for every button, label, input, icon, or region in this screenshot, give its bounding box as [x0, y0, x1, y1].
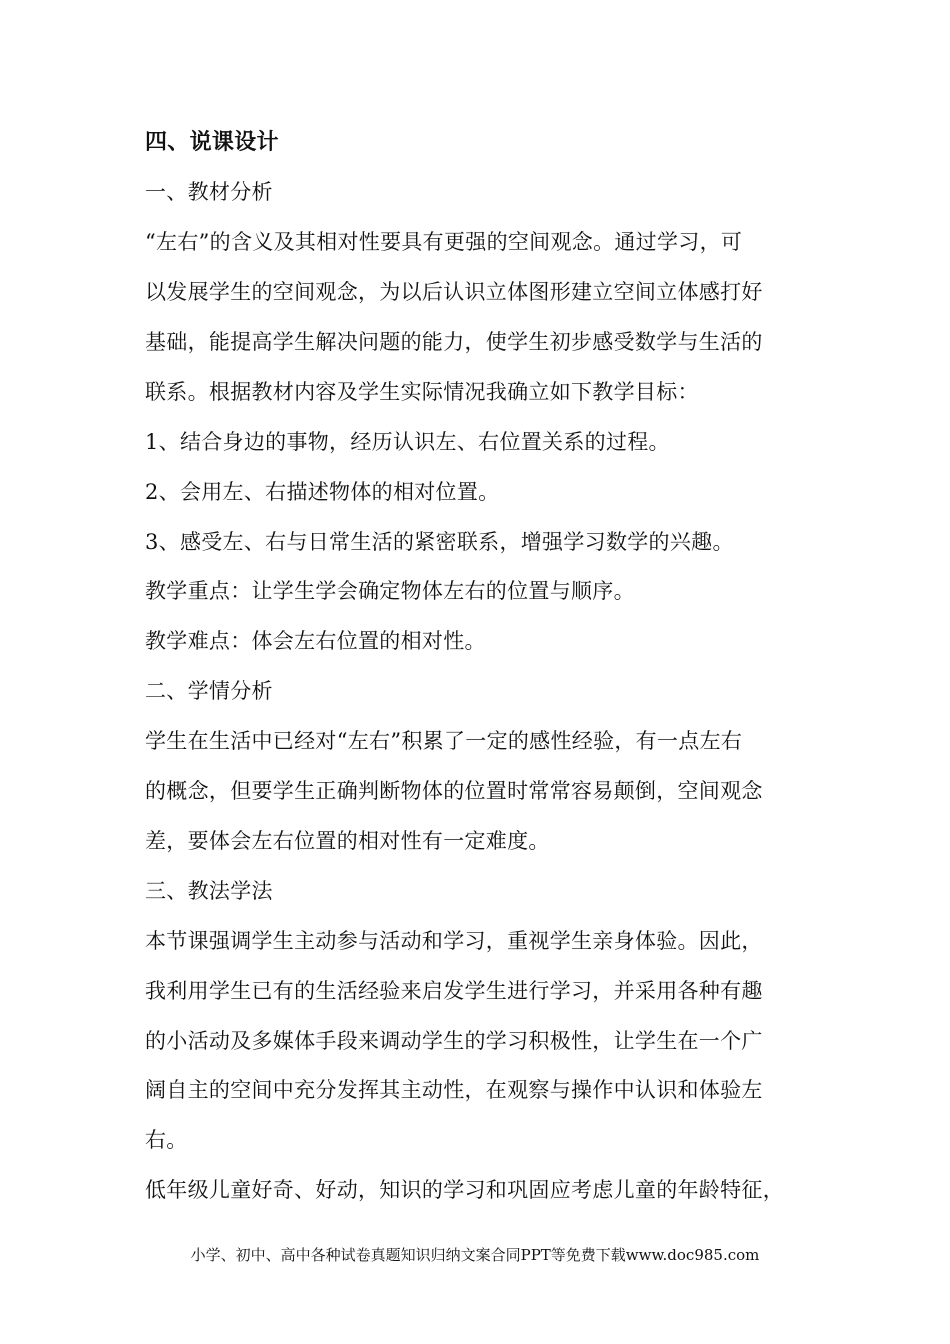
paragraph-line: 我利用学生已有的生活经验来启发学生进行学习，并采用各种有趣	[145, 979, 763, 1003]
teaching-focus: 教学重点：让学生学会确定物体左右的位置与顺序。	[145, 579, 635, 603]
paragraph-line: 联系。根据教材内容及学生实际情况我确立如下教学目标：	[145, 380, 699, 404]
heading-teaching-methods: 三、教法学法	[145, 879, 273, 903]
page-footer: 小学、初中、高中各种试卷真题知识归纳文案合同PPT等免费下载www.doc985.com	[190, 1246, 760, 1264]
paragraph-line: 阔自主的空间中充分发挥其主动性，在观察与操作中认识和体验左	[145, 1078, 763, 1102]
paragraph-line: 右。	[145, 1128, 188, 1152]
heading-student-analysis: 二、学情分析	[145, 679, 273, 703]
paragraph-line: 的小活动及多媒体手段来调动学生的学习积极性，让学生在一个广	[145, 1029, 763, 1053]
paragraph-line: 学生在生活中已经对“左右”积累了一定的感性经验，有一点左右	[145, 729, 743, 753]
section-title: 四、说课设计	[145, 129, 279, 155]
paragraph-line: 的概念，但要学生正确判断物体的位置时常常容易颠倒，空间观念	[145, 779, 763, 803]
goal-item-3: 3、感受左、右与日常生活的紧密联系，增强学习数学的兴趣。	[145, 530, 734, 554]
heading-textbook-analysis: 一、教材分析	[145, 180, 273, 204]
paragraph-line: 低年级儿童好奇、好动，知识的学习和巩固应考虑儿童的年龄特征，	[145, 1178, 784, 1202]
paragraph-line: 以发展学生的空间观念，为以后认识立体图形建立空间立体感打好	[145, 280, 763, 304]
goal-item-2: 2、会用左、右描述物体的相对位置。	[145, 480, 500, 504]
teaching-difficulty: 教学难点：体会左右位置的相对性。	[145, 629, 486, 653]
paragraph-line: 基础，能提高学生解决问题的能力，使学生初步感受数学与生活的	[145, 330, 763, 354]
paragraph-line: “左右”的含义及其相对性要具有更强的空间观念。通过学习，可	[145, 230, 743, 254]
paragraph-line: 本节课强调学生主动参与活动和学习，重视学生亲身体验。因此，	[145, 929, 763, 953]
goal-item-1: 1、结合身边的事物，经历认识左、右位置关系的过程。	[145, 430, 670, 454]
paragraph-line: 差，要体会左右位置的相对性有一定难度。	[145, 829, 550, 853]
